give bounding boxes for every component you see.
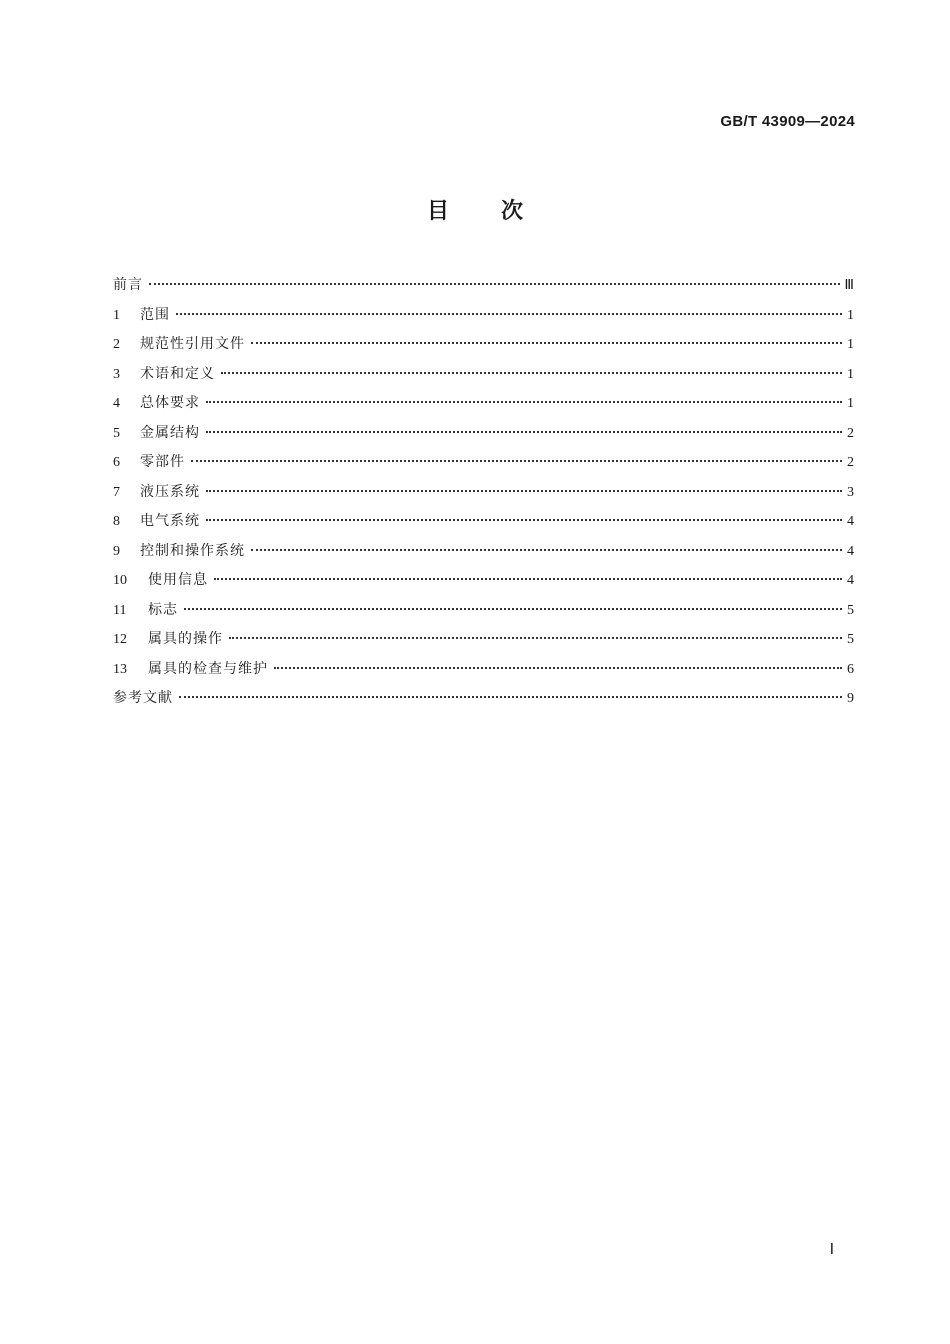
- toc-entry-page: 2: [847, 455, 854, 470]
- toc-entry-page: 6: [847, 661, 854, 677]
- dot-leader: [274, 667, 842, 669]
- dot-leader: [251, 342, 842, 344]
- toc-entry-page: 1: [847, 337, 854, 352]
- toc-entry-10[interactable]: [113, 566, 854, 596]
- toc-entry-11[interactable]: [113, 596, 854, 626]
- toc-entry-page: 1: [847, 366, 854, 382]
- toc-entry-1[interactable]: [113, 301, 854, 331]
- toc-entry-page: 9: [847, 691, 854, 706]
- standard-code: GB/T 43909—2024: [720, 113, 855, 130]
- toc-entry-4[interactable]: [113, 389, 854, 419]
- toc-entry-page: 4: [847, 543, 854, 559]
- toc-entry-number: 2: [113, 337, 120, 352]
- toc-entry-number: 8: [113, 514, 120, 529]
- toc-entry-8[interactable]: [113, 507, 854, 537]
- dot-leader: [184, 608, 842, 610]
- toc-entry-number: 7: [113, 484, 120, 500]
- toc-entry-number: 3: [113, 366, 120, 382]
- table-of-contents: [113, 271, 854, 714]
- dot-leader: [206, 431, 842, 433]
- dot-leader: [149, 283, 840, 285]
- toc-entry-6[interactable]: [113, 448, 854, 478]
- toc-entry-bibliography[interactable]: [113, 684, 854, 714]
- toc-entry-number: 1: [113, 307, 120, 323]
- toc-entry-label: 总体要求: [140, 395, 200, 411]
- dot-leader: [206, 519, 842, 521]
- toc-entry-9[interactable]: [113, 537, 854, 567]
- toc-entry-label: 使用信息: [148, 572, 208, 588]
- toc-entry-label: 前言: [113, 277, 143, 293]
- toc-entry-number: 5: [113, 425, 120, 441]
- title-char-2: 次: [501, 199, 524, 224]
- dot-leader: [206, 490, 842, 492]
- dot-leader: [176, 313, 842, 315]
- toc-entry-page: Ⅲ: [844, 278, 854, 293]
- dot-leader: [179, 696, 842, 698]
- toc-entry-label: 标志: [148, 601, 178, 618]
- dot-leader: [221, 372, 842, 374]
- toc-entry-number: 12: [113, 632, 127, 647]
- toc-entry-label: 电气系统: [140, 513, 200, 529]
- dot-leader: [206, 401, 842, 403]
- toc-entry-7[interactable]: [113, 478, 854, 508]
- toc-entry-13[interactable]: [113, 655, 854, 685]
- toc-entry-number: 13: [113, 661, 127, 677]
- toc-entry-5[interactable]: [113, 419, 854, 449]
- toc-entry-page: 5: [847, 632, 854, 647]
- toc-entry-12[interactable]: [113, 625, 854, 655]
- toc-entry-label: 术语和定义: [140, 365, 215, 382]
- dot-leader: [251, 549, 842, 551]
- toc-entry-label: 控制和操作系统: [140, 542, 245, 559]
- toc-entry-label: 金属结构: [140, 424, 200, 441]
- toc-entry-page: 3: [847, 484, 854, 500]
- toc-entry-label: 属具的检查与维护: [148, 660, 268, 677]
- toc-entry-label: 零部件: [140, 454, 185, 470]
- toc-entry-label: 参考文献: [113, 690, 173, 706]
- toc-entry-page: 5: [847, 602, 854, 618]
- page-title: [0, 194, 950, 225]
- toc-entry-2[interactable]: [113, 330, 854, 360]
- toc-entry-label: 属具的操作: [148, 631, 223, 647]
- toc-entry-foreword[interactable]: [113, 271, 854, 301]
- dot-leader: [191, 460, 842, 462]
- toc-entry-label: 规范性引用文件: [140, 336, 245, 352]
- toc-entry-label: 液压系统: [140, 483, 200, 500]
- toc-entry-page: 1: [847, 396, 854, 411]
- toc-entry-number: 4: [113, 396, 120, 411]
- toc-entry-page: 4: [847, 573, 854, 588]
- dot-leader: [214, 578, 842, 580]
- toc-entry-number: 11: [113, 602, 127, 618]
- toc-entry-page: 2: [847, 425, 854, 441]
- toc-entry-page: 4: [847, 514, 854, 529]
- toc-entry-label: 范围: [140, 306, 170, 323]
- toc-entry-number: 10: [113, 573, 127, 588]
- page-number: Ⅰ: [829, 1242, 834, 1258]
- toc-entry-number: 6: [113, 455, 120, 470]
- dot-leader: [229, 637, 842, 639]
- toc-entry-3[interactable]: [113, 360, 854, 390]
- toc-entry-page: 1: [847, 307, 854, 323]
- title-char-1: 目: [426, 199, 449, 224]
- toc-entry-number: 9: [113, 543, 120, 559]
